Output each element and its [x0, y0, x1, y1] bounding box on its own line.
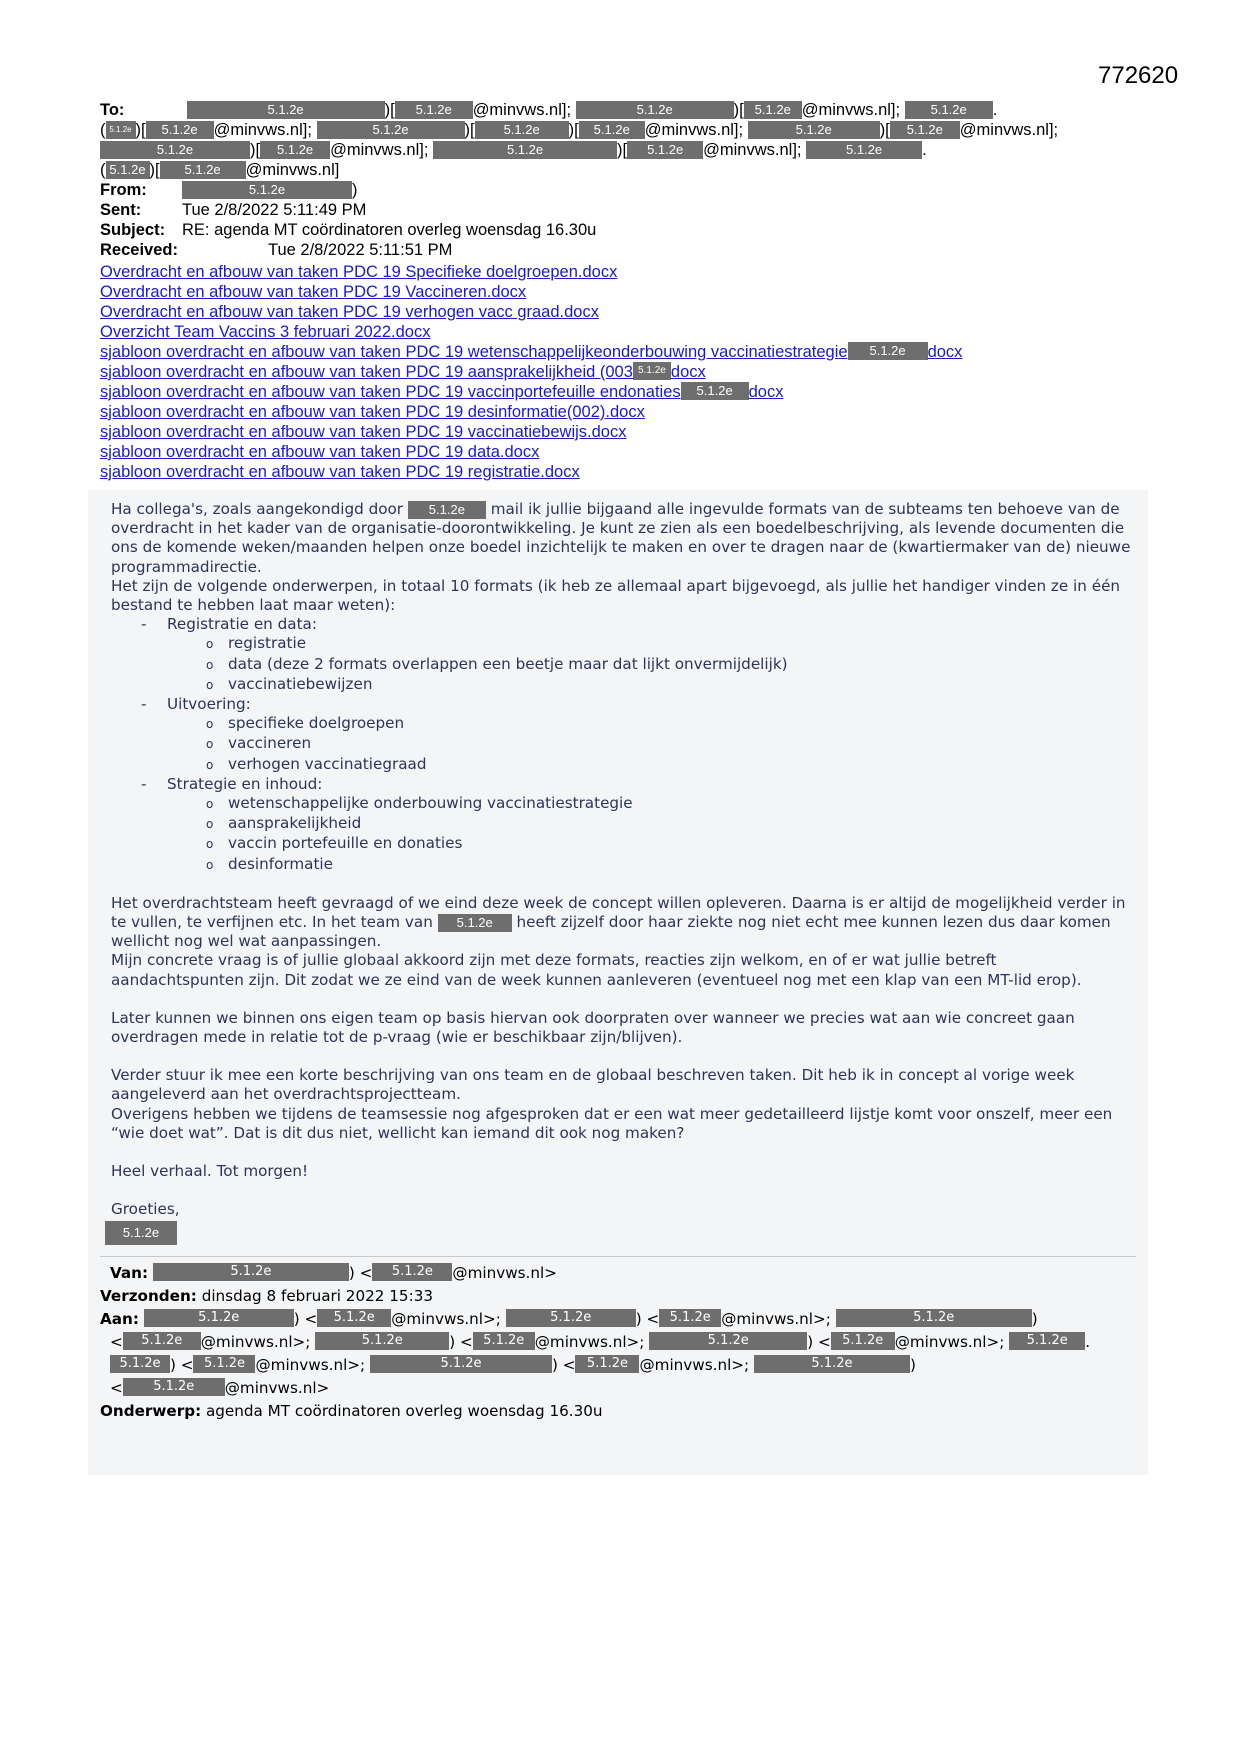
redaction: 5.1.2e — [649, 1332, 807, 1350]
redaction: 5.1.2e — [831, 1332, 895, 1350]
punct: )[ — [617, 141, 628, 159]
redaction: 5.1.2e — [627, 141, 703, 159]
email-header — [100, 100, 1140, 260]
topic-group — [141, 775, 1131, 875]
attachment-list — [100, 262, 962, 482]
redaction: 5.1.2e — [100, 141, 250, 159]
redaction: 5.1.2e — [110, 1355, 170, 1373]
redaction: 5.1.2e — [748, 121, 880, 139]
email-domain: @minvws.nl>; — [255, 1356, 366, 1374]
received-label: Received: — [100, 241, 178, 259]
text: heeft zijzelf door haar ziekte nog niet echt mee kunnen lezen dus daar komen wellicht nog wel wat aanpassingen. — [111, 913, 1111, 951]
sent-row — [100, 200, 1140, 220]
attachment-link[interactable] — [100, 382, 962, 402]
to-row-2 — [100, 120, 1140, 140]
aan-row-4 — [100, 1377, 1140, 1400]
redaction: 5.1.2e — [438, 914, 512, 932]
subject-value: RE: agenda MT coördinatoren overleg woensdag 16.30u — [182, 221, 597, 239]
van-label: Van: — [110, 1264, 149, 1282]
punct: < — [110, 1379, 123, 1397]
email-domain: @minvws.nl>; — [391, 1310, 501, 1328]
to-label: To: — [100, 101, 125, 119]
sent-label: Sent: — [100, 201, 142, 219]
punct: ( — [100, 161, 106, 179]
received-row — [100, 240, 1140, 260]
topic-item: o vaccin portefeuille en donaties — [206, 834, 1131, 854]
paragraph: Verder stuur ik mee een korte beschrijving van ons team en de globaal beschreven taken. Dit heb ik in concept al vorige week aangeleverd aan het overdrachtsprojectteam. — [111, 1066, 1075, 1104]
paragraph — [111, 500, 1131, 577]
attachment-name: sjabloon overdracht en afbouw van taken PDC 19 wetenschappelijkeonderbouwing vaccinatiestrategie — [100, 343, 848, 361]
onderwerp-label: Onderwerp: — [100, 1402, 202, 1420]
email-domain: @minvws.nl]; — [959, 121, 1059, 139]
forwarded-header — [100, 1262, 1140, 1423]
attachment-ext: docx — [748, 383, 784, 401]
redaction: 5.1.2e — [806, 141, 922, 159]
attachment-link[interactable]: sjabloon overdracht en afbouw van taken PDC 19 data.docx — [100, 443, 540, 461]
redaction: 5.1.2e — [105, 1221, 177, 1245]
topic-title: Strategie en inhoud: — [167, 774, 323, 793]
aan-row-3 — [100, 1354, 1140, 1377]
attachment-link[interactable]: sjabloon overdracht en afbouw van taken PDC 19 vaccinatiebewijs.docx — [100, 423, 627, 441]
punct: ) — [352, 181, 358, 199]
verzonden-row — [100, 1285, 1140, 1308]
email-domain: @minvws.nl> — [224, 1379, 330, 1397]
punct: )[ — [879, 121, 890, 139]
topic-title: Registratie en data: — [167, 615, 317, 634]
punct: ) — [909, 1356, 916, 1374]
redaction: 5.1.2e — [1009, 1332, 1085, 1350]
redaction: 5.1.2e — [123, 1378, 225, 1396]
topic-item: o wetenschappelijke onderbouwing vaccinatiestrategie — [206, 794, 1131, 814]
punct: )[ — [733, 101, 744, 119]
redaction: 5.1.2e — [160, 161, 246, 179]
message-body — [111, 500, 1131, 1245]
redaction: 5.1.2e — [370, 1355, 552, 1373]
redaction: 5.1.2e — [659, 1309, 721, 1327]
attachment-link[interactable]: Overdracht en afbouw van taken PDC 19 verhogen vacc graad.docx — [100, 303, 599, 321]
attachment-link[interactable]: sjabloon overdracht en afbouw van taken PDC 19 registratie.docx — [100, 463, 580, 481]
redaction: 5.1.2e — [473, 1332, 535, 1350]
redaction: 5.1.2e — [836, 1309, 1032, 1327]
received-value: Tue 2/8/2022 5:11:51 PM — [268, 241, 453, 259]
redaction: 5.1.2e — [317, 1309, 391, 1327]
document-number: 772620 — [1098, 62, 1179, 89]
redaction: 5.1.2e — [579, 121, 645, 139]
paragraph: Het zijn de volgende onderwerpen, in totaal 10 formats (ik heb ze allemaal apart bijgevoegd, als jullie het handiger vinden ze in één bestand te hebben laat maar weten): — [111, 576, 1121, 615]
attachment-link[interactable] — [100, 362, 962, 382]
redaction: 5.1.2e — [187, 101, 385, 119]
email-domain: @minvws.nl]; — [644, 121, 744, 139]
paragraph: Later kunnen we binnen ons eigen team op basis hiervan ook doorpraten over wanneer we precies wat aan wie concreet gaan overdragen mede in relatie tot de p-vraag (wie er beschikbaar zijn/blijven). — [111, 1008, 1075, 1047]
van-row — [100, 1262, 1140, 1285]
redaction: 5.1.2e — [576, 101, 734, 119]
punct: )[ — [464, 121, 475, 139]
subject-row — [100, 220, 1140, 240]
attachment-name: sjabloon overdracht en afbouw van taken PDC 19 aansprakelijkheid (003 — [100, 363, 633, 381]
redaction: 5.1.2e — [144, 1309, 294, 1327]
redaction: 5.1.2e — [193, 1355, 255, 1373]
attachment-link[interactable] — [100, 342, 962, 362]
punct: . — [992, 101, 998, 119]
redaction: 5.1.2e — [146, 121, 214, 139]
email-domain: @minvws.nl> — [452, 1264, 557, 1282]
to-row-4 — [100, 160, 1140, 180]
aan-label: Aan: — [100, 1310, 139, 1328]
redaction: 5.1.2e — [744, 101, 802, 119]
punct: ) < — [449, 1333, 473, 1351]
attachment-link[interactable]: Overdracht en afbouw van taken PDC 19 Vaccineren.docx — [100, 283, 527, 301]
punct: ) < — [807, 1333, 831, 1351]
redaction: 5.1.2e — [106, 121, 136, 139]
topic-item: o data (deze 2 formats overlappen een beetje maar dat lijkt onvermijdelijk) — [206, 655, 1131, 675]
text: Het overdrachtsteam heeft gevraagd of we eind deze week de concept willen opleveren. Daarna is er altijd de mogelijkheid verder in te vullen, te verfijnen etc. In het team van — [111, 893, 1126, 932]
attachment-link[interactable]: Overzicht Team Vaccins 3 februari 2022.docx — [100, 323, 431, 341]
redaction: 5.1.2e — [317, 121, 465, 139]
punct: )[ — [568, 121, 579, 139]
punct: ) < — [635, 1310, 660, 1328]
redaction: 5.1.2e — [123, 1332, 201, 1350]
email-domain: @minvws.nl>; — [639, 1356, 750, 1374]
topic-item: o desinformatie — [206, 855, 1131, 875]
redaction: 5.1.2e — [260, 141, 330, 159]
email-domain: @minvws.nl>; — [200, 1333, 311, 1351]
attachment-ext: docx — [670, 363, 706, 381]
text: Ha collega's, zoals aangekondigd door — [111, 500, 404, 518]
signature — [111, 1220, 1131, 1245]
redaction: 5.1.2e — [754, 1355, 910, 1373]
redaction: 5.1.2e — [372, 1263, 452, 1281]
punct: ) < — [551, 1356, 576, 1374]
punct: ) < — [348, 1264, 373, 1282]
email-domain: @minvws.nl] — [245, 161, 340, 179]
aan-row-1 — [100, 1308, 1140, 1331]
punct: ) < — [293, 1310, 318, 1328]
topic-item: o vaccinatiebewijzen — [206, 675, 1131, 695]
redaction: 5.1.2e — [182, 181, 352, 199]
punct: ) < — [170, 1356, 194, 1374]
email-domain: @minvws.nl>; — [721, 1310, 831, 1328]
aan-row-2 — [100, 1331, 1140, 1354]
redaction: 5.1.2e — [890, 121, 960, 139]
topic-group — [141, 695, 1131, 775]
redaction: 5.1.2e — [848, 342, 928, 360]
from-label: From: — [100, 181, 147, 199]
topic-item: o vaccineren — [206, 734, 1131, 754]
attachment-link[interactable]: Overdracht en afbouw van taken PDC 19 Specifieke doelgroepen.docx — [100, 263, 618, 281]
redaction: 5.1.2e — [905, 101, 993, 119]
attachment-name: sjabloon overdracht en afbouw van taken PDC 19 vaccinportefeuille endonaties — [100, 383, 681, 401]
topic-title: Uitvoering: — [167, 695, 251, 714]
paragraph — [111, 894, 1131, 952]
redaction: 5.1.2e — [106, 161, 150, 179]
redaction: 5.1.2e — [506, 1309, 636, 1327]
verzonden-label: Verzonden: — [100, 1287, 197, 1305]
punct: )[ — [149, 161, 160, 179]
email-domain: @minvws.nl]; — [703, 141, 802, 159]
email-domain: @minvws.nl>; — [894, 1333, 1005, 1351]
divider — [100, 1256, 1136, 1257]
topic-item: o registratie — [206, 634, 1131, 654]
topic-group — [141, 615, 1131, 695]
text: mail ik jullie bijgaand alle ingevulde formats van de subteams ten behoeve van de overdracht in het kader van de organisatie-doorontwikkeling. Je kunt ze zien als een boedelbeschrijving, als levende documenten die ons de komende weken/maanden helpen onze boedel inzichtelijk te maken en over te dragen naar de (kwartiermaker van de) nieuwe programmadirectie. — [111, 500, 1131, 576]
email-domain: @minvws.nl>; — [534, 1333, 645, 1351]
punct: < — [110, 1333, 123, 1351]
redaction: 5.1.2e — [575, 1355, 639, 1373]
greeting: Groeties, — [111, 1200, 180, 1219]
redaction: 5.1.2e — [408, 501, 486, 519]
punct: )[ — [384, 101, 395, 119]
redaction: 5.1.2e — [395, 101, 473, 119]
paragraph: Heel verhaal. Tot morgen! — [111, 1162, 309, 1181]
paragraph: Overigens hebben we tijdens de teamsessie nog afgesproken dat er een wat meer gedetailleerd lijstje komt voor onszelf, meer een “wie doet wat”. Dat is dit dus niet, wellicht kan iemand dit ook nog maken? — [111, 1104, 1113, 1142]
onderwerp-value: agenda MT coördinatoren overleg woensdag 16.30u — [205, 1402, 603, 1420]
redaction: 5.1.2e — [315, 1332, 449, 1350]
redaction: 5.1.2e — [681, 382, 749, 400]
topic-item: o verhogen vaccinatiegraad — [206, 755, 1131, 775]
topic-item: o aansprakelijkheid — [206, 814, 1131, 834]
punct: ) — [1031, 1310, 1038, 1328]
punct: )[ — [135, 121, 146, 139]
topic-list — [111, 615, 1131, 875]
attachment-link[interactable]: sjabloon overdracht en afbouw van taken PDC 19 desinformatie(002).docx — [100, 403, 645, 421]
topic-item: o specifieke doelgroepen — [206, 714, 1131, 734]
to-row-3 — [100, 140, 1140, 160]
punct: ( — [100, 121, 106, 139]
redaction: 5.1.2e — [153, 1263, 349, 1281]
punct: . — [922, 141, 927, 159]
subject-label: Subject: — [100, 221, 166, 239]
sent-value: Tue 2/8/2022 5:11:49 PM — [182, 201, 367, 219]
to-row-1 — [100, 100, 1140, 120]
email-domain: @minvws.nl]; — [472, 101, 572, 119]
redaction: 5.1.2e — [633, 362, 671, 380]
attachment-ext: docx — [927, 343, 963, 361]
email-domain: @minvws.nl]; — [213, 121, 312, 139]
from-row — [100, 180, 1140, 200]
paragraph: Mijn concrete vraag is of jullie globaal akkoord zijn met deze formats, reacties zijn welkom, en of er wat jullie betreft aandachtspunten zijn. Dit zodat we ze eind van de week kunnen aanleveren (eventueel nog met een klap van een MT-lid erop). — [111, 951, 1082, 989]
punct: )[ — [250, 141, 261, 159]
email-domain: @minvws.nl]; — [330, 141, 429, 159]
onderwerp-row — [100, 1400, 1140, 1423]
email-domain: @minvws.nl]; — [801, 101, 901, 119]
redaction: 5.1.2e — [475, 121, 569, 139]
verzonden-value: dinsdag 8 februari 2022 15:33 — [201, 1287, 434, 1305]
redaction: 5.1.2e — [433, 141, 617, 159]
punct: . — [1085, 1333, 1091, 1351]
